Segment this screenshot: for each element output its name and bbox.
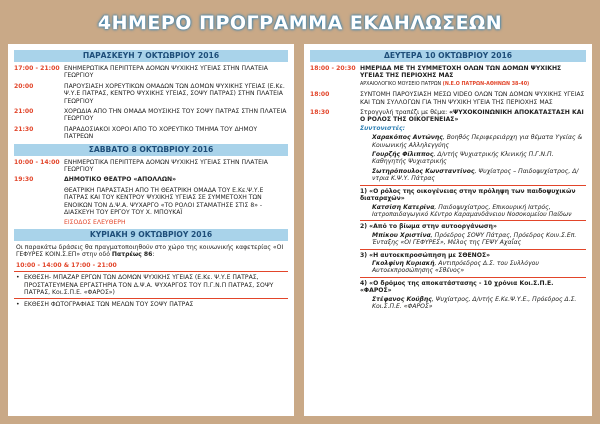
event-time: 21:00 <box>14 108 34 116</box>
talk-title: 1) «Ο ρόλος της οικογένειας στην πρόληψη των παιδοψυχικών διαταραχών» <box>360 187 576 203</box>
left-column <box>8 44 294 416</box>
event-text: ΧΟΡΩΔΙΑ ΑΠΟ ΤΗΝ ΟΜΑΔΑ ΜΟΥΣΙΚΗΣ ΤΟΥ ΣΟΨΥ ΠΑΤΡΑΣ ΣΤΗΝ ΠΛΑΤΕΙΑ ΓΕΩΡΓΙΟΥ <box>64 108 287 123</box>
intro-street: Πατρέως 86 <box>111 251 153 259</box>
saturday-theater-event <box>14 176 288 225</box>
roundtable-intro: Στρογγυλή τραπέζι με θέμα: <box>360 109 450 117</box>
talk-title: 2) «Από το βίωμα στην αυτοοργάνωση» <box>360 223 497 231</box>
monday-header: ΔΕΥΤΕΡΑ 10 ΟΚΤΩΒΡΙΟΥ 2016 <box>310 50 586 62</box>
friday-event <box>14 126 288 141</box>
event-time: 19:30 <box>14 176 34 184</box>
saturday-header: ΣΑΒΒΑΤΟ 8 ΟΚΤΩΒΡΙΟΥ 2016 <box>14 144 288 156</box>
divider <box>14 271 288 272</box>
bullet-icon: • <box>16 301 20 309</box>
divider <box>14 298 288 299</box>
speaker-role: , Παιδοψυχίατρος, Επικουρική Ιατρός, Ιατροπαιδαγωγικό Κέντρο Καραμανδάνειου Νοσοκομείου Παίδων <box>372 203 572 218</box>
speaker-name: Γκολφίνη Κυριακή <box>372 259 435 267</box>
list-item-text: ΕΚΘΕΣΗ- ΜΠΑΖΑΡ ΕΡΓΩΝ ΤΩΝ ΔΟΜΩΝ ΨΥΧΙΚΗΣ ΥΓΕΙΑΣ (Ε.Κε. Ψ.Υ.Ε ΠΑΤΡΑΣ, ΠΡΟΣΤΑΤΕΥΜΕΝΑ ΕΡΓΑΣΤΗΡΙΑ ΤΟΝ Δ.Ψ.Α. ΨΥΧΑΡΓΟΣ ΤΟΥ Π.Γ.Ν.Π ΠΑΤΡΑΣ, ΣΟΨΥ ΠΑΤΡΑΣ, Κοι.Σ.Π.Ε. «ΦΑΡΟΣ») <box>24 274 274 296</box>
divider <box>360 185 586 186</box>
right-column <box>304 44 592 416</box>
venue-text: ΑΡΧΑΙΟΛΟΓΙΚΟ ΜΟΥΣΕΙΟ ΠΑΤΡΩΝ <box>360 81 443 87</box>
event-body <box>360 65 586 88</box>
friday-event <box>14 83 288 105</box>
roundtable-topic: «ΨΥΧΟΚΟΙΝΩΝΙΚΗ ΑΠΟΚΑΤΑΣΤΑΣΗ ΚΑΙ Ο ΡΟΛΟΣ ΤΗΣ ΟΙΚΟΓΕΝΕΙΑΣ» <box>360 109 584 124</box>
speaker-name: Στέφανος Κούβης <box>372 295 432 303</box>
list-item <box>16 301 288 308</box>
event-time: 18:00 - 20:30 <box>310 65 356 72</box>
event-text: ΕΝΗΜΕΡΩΤΙΚΑ ΠΕΡΙΠΤΕΡΑ ΔΟΜΩΝ ΨΥΧΙΚΗΣ ΥΓΕΙΑΣ ΣΤΗΝ ΠΛΑΤΕΙΑ ΓΕΩΡΓΙΟΥ <box>64 65 268 80</box>
coordinator <box>310 151 586 166</box>
event-time: 21:30 <box>14 125 34 133</box>
coordinator-name: Σωτηρόπουλος Κωνσταντίνος <box>372 167 475 175</box>
coordinator-role: , Ψυχίατρος – Παιδοψυχίατρος, Δ/ντρια Κ.Ψ.Υ. Πάτρας <box>372 167 579 183</box>
sunday-intro <box>16 244 286 259</box>
talk-title: 3) «Η αυτοεκπροσώπηση με ΣΘΕΝΟΣ» <box>360 251 491 259</box>
monday-event <box>310 109 586 124</box>
divider <box>360 249 586 250</box>
event-body <box>64 176 288 225</box>
speaker-role: , Πρόεδρος ΣΟΨΥ Πάτρας, Πρόεδρος Κοιν.Σ.Επ. Ένταξης «ΟΙ ΓΕΦΥΡΕΣ», Μέλος της ΓΕΨΥ Αχαΐας <box>372 231 577 247</box>
event-time: 18:00 <box>310 91 330 99</box>
friday-header: ΠΑΡΑΣΚΕΥΗ 7 ΟΚΤΩΒΡΙΟΥ 2016 <box>14 50 288 62</box>
venue-address: (Ν.Ε.Ο ΠΑΤΡΩΝ-ΑΘΗΝΩΝ 38-40) <box>442 81 530 87</box>
friday-event <box>14 108 288 123</box>
event-time: 17:00 - 21:00 <box>14 65 60 72</box>
speaker-name: Κατσίση Κατερίνα <box>372 203 435 211</box>
sunday-header: ΚΥΡΙΑΚΗ 9 ΟΚΤΩΒΡΙΟΥ 2016 <box>14 229 288 241</box>
speaker-name: Μπίκου Χριστίνα <box>372 231 431 239</box>
talk-title: 4) «Ο δρόμος της αποκατάστασης - 10 χρόνια Κοι.Σ.Π.Ε. «ΦΑΡΟΣ» <box>360 279 554 295</box>
event-time: 10:00 - 14:00 <box>14 158 60 166</box>
talk-speaker <box>310 260 586 275</box>
event-title: ΗΜΕΡΙΔΑ ΜΕ ΤΗ ΣΥΜΜΕΤΟΧΗ ΟΛΩΝ ΤΩΝ ΔΟΜΩΝ ΨΥΧΙΚΗΣ ΥΓΕΙΑΣ ΤΗΣ ΠΕΡΙΟΧΗΣ ΜΑΣ <box>360 65 562 80</box>
speaker-role: , Αντιπρόεδρος Δ.Σ. του Συλλόγου Αυτοεκπροσώπησης «Σθένος» <box>372 259 539 275</box>
coordinators-label: Συντονιστές: <box>360 124 406 132</box>
talk-speaker <box>310 296 586 311</box>
monday-event <box>310 91 586 106</box>
coordinator-role: , Δ/ντής Ψυχιατρικής Κλινικής Π.Γ.Ν.Π. Καθηγητής Ψυχιατρικής <box>372 151 554 166</box>
coordinator <box>310 134 586 149</box>
list-item <box>16 274 288 296</box>
coordinator-name: Γουρζής Φίλιππος <box>372 151 434 159</box>
event-time: 18:30 <box>310 109 330 117</box>
coordinator-role: , Βοηθός Περιφερειάρχη για θέματα Υγείας & Κοινωνικής Αλληλεγγύης <box>372 134 583 149</box>
event-text: ΠΑΡΟΥΣΙΑΣΗ ΧΟΡΕΥΤΙΚΩΝ ΟΜΑΔΩΝ ΤΩΝ ΔΟΜΩΝ ΨΥΧΙΚΗΣ ΥΓΕΙΑΣ (Ε.Κε. Ψ.Υ.Ε ΠΑΤΡΑΣ, ΚΕΝΤΡΟ ΨΥΧΙΚΗΣ ΥΓΕΙΑΣ, ΣΟΨΥ ΠΑΤΡΑΣ) ΣΤΗΝ ΠΛΑΤΕΙΑ ΓΕΩΡΓΙΟΥ <box>64 82 285 105</box>
divider <box>360 220 586 221</box>
list-item-text: ΕΚΘΕΣΗ ΦΩΤΟΓΡΑΦΙΑΣ ΤΩΝ ΜΕΛΩΝ ΤΟΥ ΣΟΨΥ ΠΑΤΡΑΣ <box>24 301 194 309</box>
saturday-event <box>14 159 288 174</box>
friday-event <box>14 65 288 80</box>
intro-text: Οι παρακάτω δράσεις θα πραγματοποιηθούν στο χώρο της κοινωνικής καφετερίας «ΟΙ ΓΕΦΥΡΕΣ ΚΟΙΝ.Σ.ΕΠ» στην οδό <box>16 243 284 259</box>
speaker-role: , Ψυχίατρος, Δ/ντής Ε.Κε.Ψ.Υ.Ε., Πρόεδρος Δ.Σ. Κοι.Σ.Π.Ε. «ΦΑΡΟΣ» <box>372 295 577 310</box>
theater-text: ΘΕΑΤΡΙΚΗ ΠΑΡΑΣΤΑΣΗ ΑΠΟ ΤΗ ΘΕΑΤΡΙΚΗ ΟΜΑΔΑ ΤΟΥ Ε.Κε.Ψ.Υ.Ε ΠΑΤΡΑΣ ΚΑΙ ΤΟΥ ΚΕΝΤΡΟΥ ΨΥΧΙΚΗΣ ΥΓΕΙΑΣ ΣΕ ΣΥΜΜΕΤΟΧΗ ΤΩΝ ΕΝΟΙΚΩΝ ΤΟΝ Δ.Ψ.Α. ΨΥΧΑΡΓΟ «ΤΟ ΡΟΛΟΙ ΣΤΑΜΑΤΗΣΕ ΣΤΙΣ 8» - ΔΙΑΣΚΕΥΗ ΤΟΥ ΕΡΓΟΥ ΤΟΥ Χ. ΜΠΟΥΚΑΪ <box>64 186 264 217</box>
sunday-time-line: 10:00 - 14:00 & 17:00 - 21:00 <box>16 261 117 269</box>
monday-event <box>310 65 586 88</box>
talk-speaker <box>310 204 586 219</box>
theater-title: ΔΗΜΟΤΙΚΟ ΘΕΑΤΡΟ «ΑΠΟΛΛΩΝ» <box>64 176 177 184</box>
intro-colon: : <box>152 251 155 259</box>
bullet-icon: • <box>16 274 20 282</box>
talk-speaker <box>310 232 586 247</box>
coordinator-name: Χαρακόπος Αντώνης <box>372 134 443 142</box>
event-body <box>360 109 586 124</box>
coordinator <box>310 168 586 183</box>
event-time: 20:00 <box>14 82 34 90</box>
divider <box>360 277 586 278</box>
event-text: ΠΑΡΑΔΟΣΙΑΚΟΙ ΧΟΡΟΙ ΑΠΟ ΤΟ ΧΟΡΕΥΤΙΚΟ ΤΜΗΜΑ ΤΟΥ ΔΗΜΟΥ ΠΑΤΡΕΩΝ <box>64 125 258 141</box>
event-text: ΣΥΝΤΟΜΗ ΠΑΡΟΥΣΙΑΣΗ ΜΕΣΩ VIDEO ΟΛΩΝ ΤΩΝ ΔΟΜΩΝ ΨΥΧΙΚΗΣ ΥΓΕΙΑΣ ΚΑΙ ΤΩΝ ΣΥΛΛΟΓΩΝ ΓΙΑ ΤΗΝ ΨΥΧΙΚΗ ΥΓΕΙΑ ΤΗΣ ΠΕΡΙΟΧΗΣ ΜΑΣ <box>360 91 585 106</box>
free-entry-label: ΕΙΣΟΔΟΣ ΕΛΕΥΘΕΡΗ <box>64 218 126 226</box>
page-title: 4ΗΜΕΡΟ ΠΡΟΓΡΑΜΜΑ ΕΚΔΗΛΩΣΕΩΝ <box>97 12 503 34</box>
event-text: ΕΝΗΜΕΡΩΤΙΚΑ ΠΕΡΙΠΤΕΡΑ ΔΟΜΩΝ ΨΥΧΙΚΗΣ ΥΓΕΙΑΣ ΣΤΗΝ ΠΛΑΤΕΙΑ ΓΕΩΡΓΙΟΥ <box>64 158 268 174</box>
